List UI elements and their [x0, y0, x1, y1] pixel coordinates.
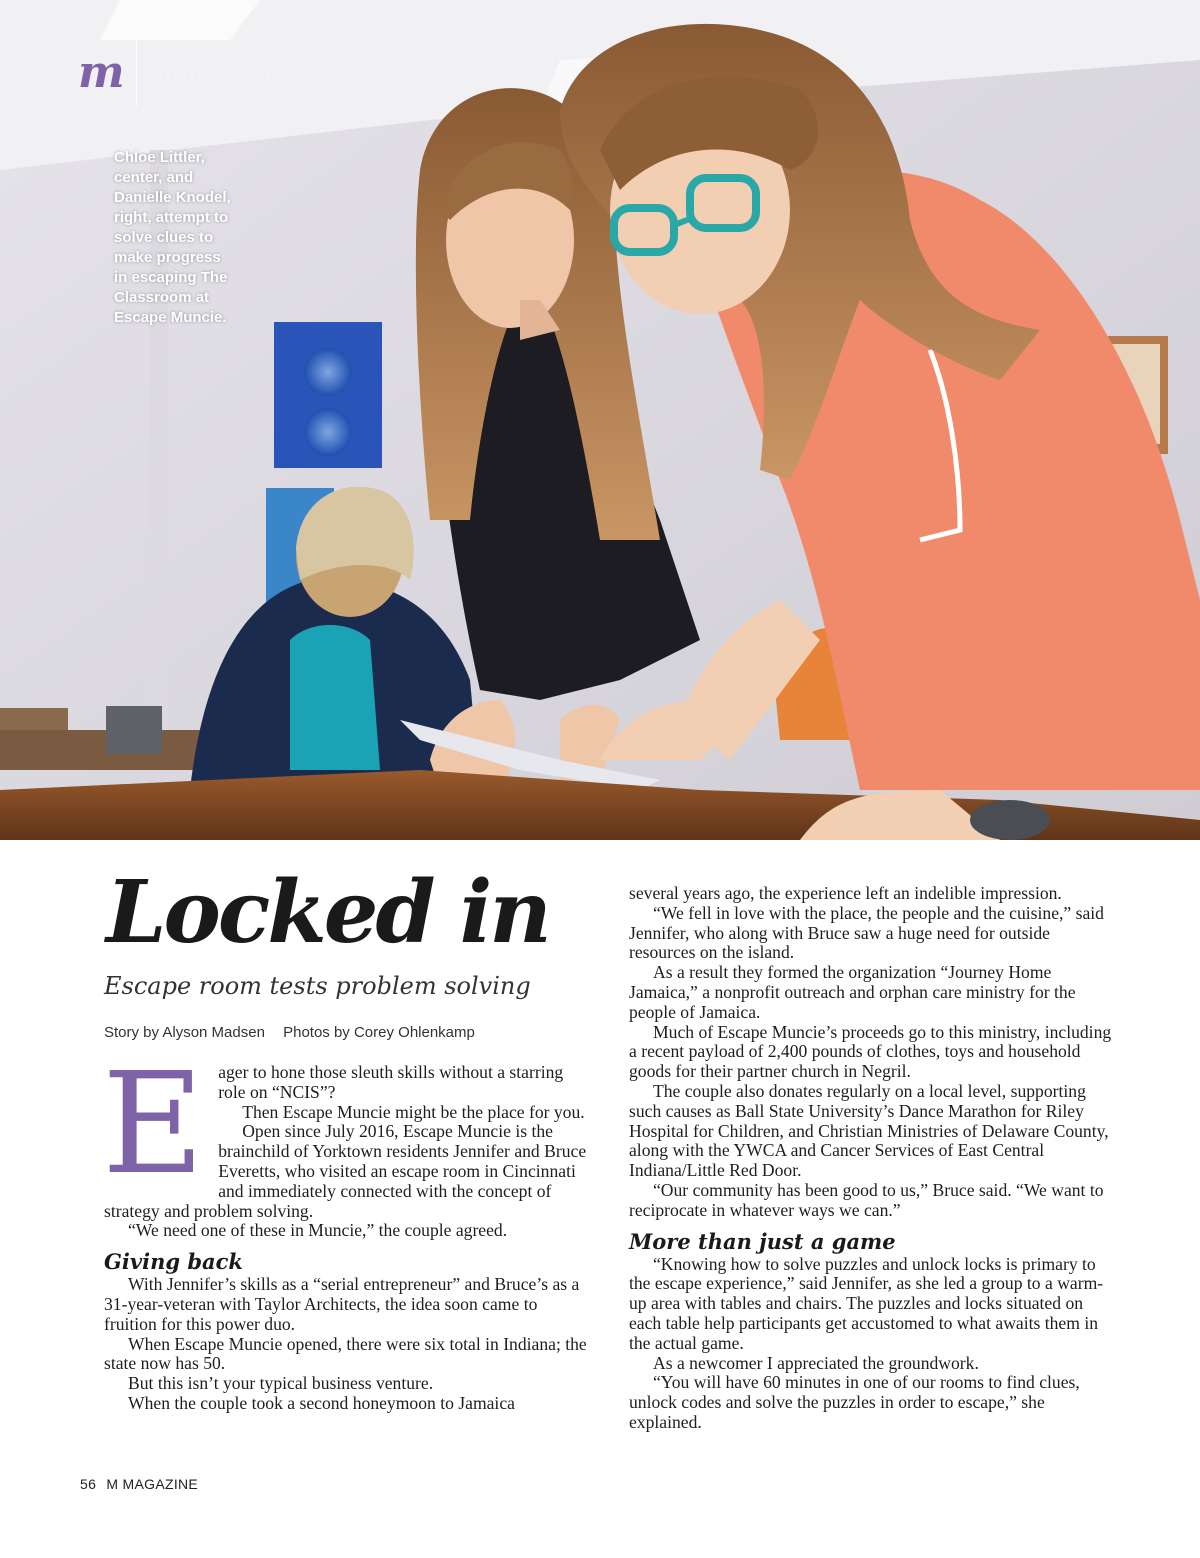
section-divider: [136, 38, 137, 106]
paragraph: several years ago, the experience left an indelible impression.: [629, 883, 1062, 903]
page-folio: [80, 1476, 198, 1492]
section-logo-mark: m: [78, 46, 124, 98]
section-heading-more-than-a-game: More than just a game: [629, 1228, 896, 1254]
paragraph: But this isn’t your typical business venture.: [128, 1373, 434, 1394]
paragraph: When Escape Muncie opened, there were six total in Indiana; the state now has 50.: [104, 1333, 587, 1374]
photo-caption: Chloe Littler, center, and Danielle Knodel, right, attempt to solve clues to make progress in escaping The Classroom at Escape Muncie.: [114, 149, 231, 326]
paragraph: With Jennifer’s skills as a “serial entrepreneur” and Bruce’s as a 31-year-veteran with Taylor Architects, the idea soon came to fruition for this power duo.: [104, 1274, 580, 1334]
page-number: 56: [80, 1476, 97, 1492]
byline: [104, 1024, 475, 1041]
paragraph: The couple also donates regularly on a local level, supporting such causes as Ball State University’s Dance Marathon for Riley Hospital for Children, and Christian Ministries of Delaware County, along with the YWCA and Cancer Services of East Central Indiana/Little Red Door.: [629, 1080, 1109, 1181]
story-credit: Story by Alyson Madsen: [104, 1024, 265, 1041]
article-column-1: [102, 1043, 590, 1414]
drop-cap: E: [102, 1043, 205, 1206]
paragraph: ager to hone those sleuth skills without a starring role on “NCIS”?: [218, 1062, 564, 1102]
section-heading-giving-back: Giving back: [104, 1249, 243, 1275]
paragraph: When the couple took a second honeymoon to Jamaica: [128, 1392, 515, 1413]
paragraph: Open since July 2016, Escape Muncie is the brainchild of Yorktown residents Jennifer and Bruce Everetts, who visited an escape room in Cincinnati and immediately connected with the concept of strategy and problem solving.: [104, 1121, 587, 1221]
paragraph: “You will have 60 minutes in one of our rooms to find clues, unlock codes and solve the puzzles in order to escape,” she explained.: [629, 1372, 1080, 1432]
publication-name: M MAGAZINE: [106, 1476, 199, 1492]
paragraph: “Our community has been good to us,” Bruce said. “We want to reciprocate in whatever ways we can.”: [629, 1179, 1104, 1220]
photo-credit: Photos by Corey Ohlenkamp: [283, 1024, 475, 1041]
section-tag: [78, 38, 298, 106]
paragraph: As a result they formed the organization “Journey Home Jamaica,” a nonprofit outreach and orphan care ministry for the people of Jamaica.: [629, 962, 1076, 1022]
article-subtitle: Escape room tests problem solving: [104, 972, 531, 1000]
paragraph: Much of Escape Muncie’s proceeds go to this ministry, including a recent payload of 2,400 pounds of clothes, toys and household goods for their partner church in Negril.: [629, 1021, 1112, 1082]
paragraph: “We fell in love with the place, the people and the cuisine,” said Jennifer, who along with Bruce saw a huge need for outside resources on the island.: [629, 902, 1104, 963]
section-name: things to do: [146, 57, 298, 87]
paragraph: “Knowing how to solve puzzles and unlock locks is primary to the escape experience,” said Jennifer, as she led a group to a warm-up area with tables and chairs. The puzzles and locks situated on each table help participants get accustomed to what awaits them in the actual game.: [629, 1253, 1104, 1353]
paragraph: Then Escape Muncie might be the place for you.: [242, 1101, 585, 1122]
article-title: Locked in: [106, 862, 549, 963]
article-column-2: [629, 884, 1119, 1433]
paragraph: “We need one of these in Muncie,” the couple agreed.: [128, 1220, 508, 1241]
paragraph: As a newcomer I appreciated the groundwork.: [653, 1352, 979, 1373]
